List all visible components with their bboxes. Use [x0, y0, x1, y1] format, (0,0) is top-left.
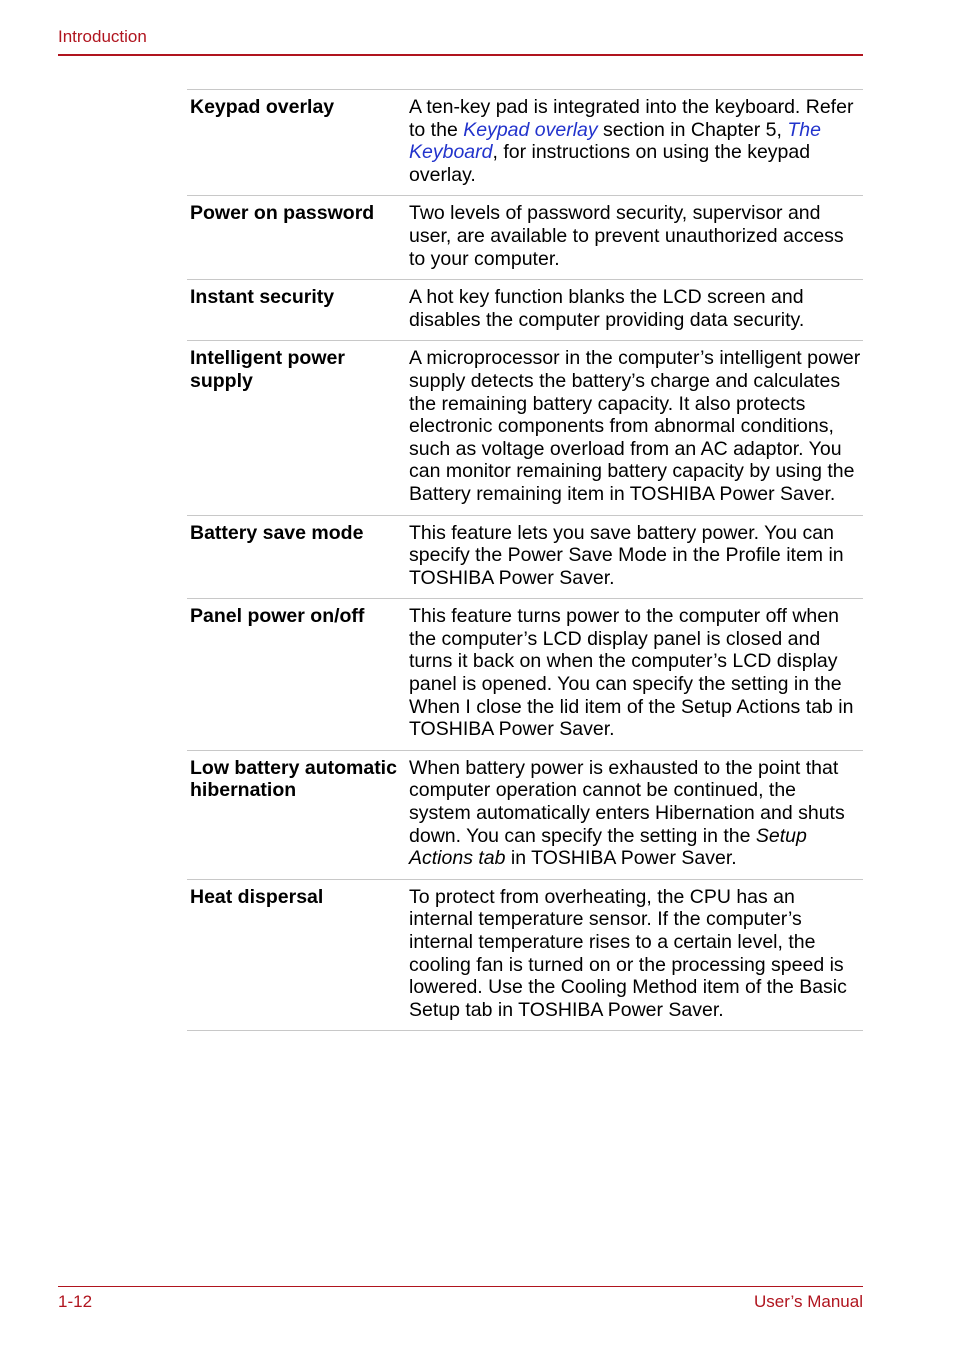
- feature-term: Heat dispersal: [190, 885, 324, 908]
- table-row: [187, 751, 863, 880]
- table-row: [187, 341, 863, 515]
- feature-term: Power on password: [190, 202, 375, 225]
- header-rule: [58, 54, 863, 56]
- description-text: in TOSHIBA Power Saver.: [505, 847, 737, 870]
- feature-term: Battery save mode: [190, 521, 364, 544]
- table-row: [187, 196, 863, 280]
- running-header: Introduction: [58, 27, 147, 46]
- feature-description: [407, 522, 863, 590]
- feature-table: [187, 89, 863, 1031]
- manual-title: User’s Manual: [754, 1292, 863, 1311]
- feature-term: Instant security: [190, 286, 335, 309]
- description-text: To protect from overheating, the CPU has an internal temperature sensor. If the computer’s internal temperature rises to a certain level, the cooling fan is turned on or the processing speed is lowered. Use the Cooling Method item of the Basic Setup tab in TOSHIBA Power Saver.: [409, 885, 847, 1021]
- description-text: A microprocessor in the computer’s intelligent power supply detects the battery’s charge and calculates the remaining battery capacity. It also protects electronic components from abnormal conditions, such as voltage overload from an AC adaptor. You can monitor remaining battery capacity by using the Battery remaining item in TOSHIBA Power Saver.: [409, 347, 861, 505]
- feature-description: [407, 96, 863, 186]
- description-text: A ten-key pad is integrated into the keyboard. Refer to the: [409, 96, 854, 141]
- table-row: [187, 880, 863, 1032]
- table-row: [187, 90, 863, 196]
- description-text: This feature lets you save battery power. You can specify the Power Save Mode in the Profile item in TOSHIBA Power Saver.: [409, 521, 844, 589]
- feature-description: [407, 347, 863, 505]
- feature-term: Intelligent power supply: [190, 347, 345, 392]
- description-text: When battery power is exhausted to the point that computer operation cannot be continued, the system automatically enters Hibernation and shuts down. You can specify the setting in the: [409, 756, 845, 847]
- table-row: [187, 599, 863, 751]
- feature-description: [407, 605, 863, 741]
- feature-term: Panel power on/off: [190, 605, 365, 628]
- feature-description: [407, 886, 863, 1022]
- feature-description: [407, 757, 863, 870]
- cross-reference-link[interactable]: The Keyboard: [409, 118, 821, 164]
- table-row: [187, 280, 863, 341]
- page-number: 1-12: [58, 1292, 93, 1311]
- description-text: Two levels of password security, supervisor and user, are available to prevent unauthorized access to your computer.: [409, 202, 844, 270]
- feature-term: Keypad overlay: [190, 96, 335, 118]
- emphasized-text: Setup Actions tab: [409, 824, 807, 870]
- description-text: A hot key function blanks the LCD screen and disables the computer providing data security.: [409, 286, 805, 331]
- description-text: This feature turns power to the computer off when the computer’s LCD display panel is closed and turns it back on when the computer’s LCD display panel is opened. You can specify the setting in the When I close the lid item of the Setup Actions tab in TOSHIBA Power Saver.: [409, 605, 854, 741]
- description-text: section in Chapter 5,: [597, 118, 788, 141]
- cross-reference-link[interactable]: Keypad overlay: [463, 118, 598, 141]
- feature-description: [407, 202, 863, 270]
- table-row: [187, 516, 863, 600]
- footer-rule: [58, 1286, 863, 1287]
- feature-term: Low battery automatic hibernation: [190, 756, 397, 802]
- feature-description: [407, 286, 863, 331]
- description-text: , for instructions on using the keypad overlay.: [409, 141, 811, 186]
